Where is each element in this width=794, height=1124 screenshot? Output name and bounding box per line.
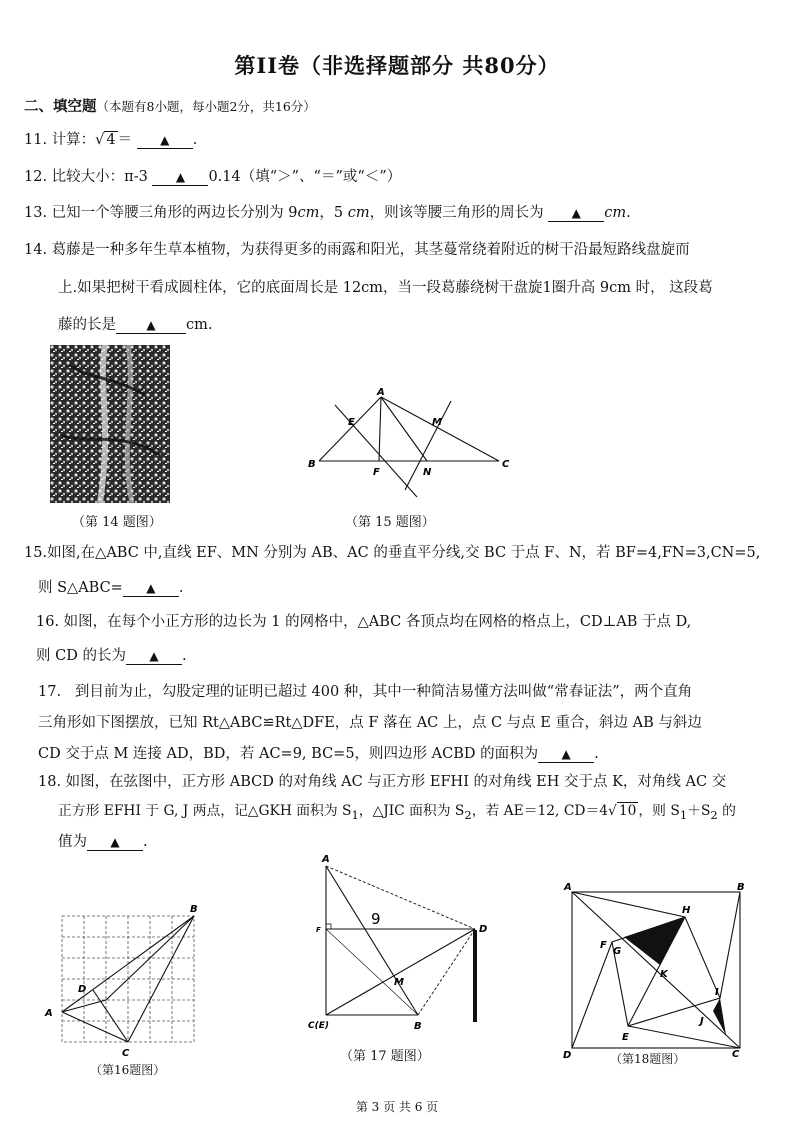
- answer-blank-14: ▲: [116, 317, 186, 334]
- fig15-label-e: E: [348, 417, 355, 428]
- figure-14-caption: （第 14 题图）: [72, 515, 162, 530]
- fig18-label-b: B: [737, 882, 745, 893]
- kudzu-photo: [50, 345, 170, 503]
- figure-17: [308, 852, 498, 1032]
- fig15-label-a: A: [377, 387, 385, 398]
- section-note: （本题有8小题，每小题2分，共16分）: [96, 99, 316, 114]
- question-17-line-3: CD 交于点 M 连接 AD，BD，若 AC=9, BC=5，则四边形 ACBD 的面积为 ▲ .: [38, 746, 599, 762]
- question-17-line-2: 三角形如下图摆放，已知 Rt△ABC≌Rt△DFE，点 F 落在 AC 上，点 C 与点 E 重合，斜边 AB 与斜边: [38, 715, 702, 731]
- answer-blank-13: ▲: [548, 205, 604, 222]
- question-13: 13. 已知一个等腰三角形的两边长分别为 9cm，5 cm，则该等腰三角形的周长为 ▲ cm.: [24, 205, 631, 221]
- fig15-label-b: B: [308, 459, 316, 470]
- answer-blank-17: ▲: [538, 746, 594, 763]
- answer-blank-11: ▲: [137, 132, 193, 149]
- fig15-label-n: N: [423, 467, 432, 478]
- answer-blank-18: ▲: [87, 834, 143, 851]
- question-12: 12. 比较大小：π-3 ▲ 0.14（填“＞”、“＝”或“＜”）: [24, 169, 402, 185]
- fig17-label-b: B: [414, 1021, 422, 1032]
- question-14-line-1: 14. 葛藤是一种多年生草本植物，为获得更多的雨露和阳光，其茎蔓常绕着附近的树干沿最短路线盘旋而: [24, 242, 690, 258]
- fig18-label-d: D: [563, 1050, 572, 1060]
- answer-blank-12: ▲: [152, 169, 208, 186]
- figure-16: [40, 898, 210, 1063]
- question-15-line-1: 15.如图,在△ABC 中,直线 EF、MN 分别为 AB、AC 的垂直平分线,交 BC 于点 F、N，若 BF=4,FN=3,CN=5,: [24, 545, 761, 561]
- part-title: 第II卷（非选择题部分 共80分）: [234, 53, 560, 78]
- page-footer: 第 3 页 共 6 页: [355, 1100, 439, 1114]
- fig17-label-d: D: [479, 924, 488, 935]
- figure-16-caption: （第16题图）: [90, 1063, 166, 1077]
- fig16-label-a: A: [45, 1008, 53, 1019]
- fig17-label-f: F: [316, 926, 321, 934]
- figure-18: [560, 880, 755, 1060]
- fig18-label-h: H: [682, 905, 691, 916]
- figure-18-caption: （第18题图）: [610, 1052, 686, 1066]
- fig18-label-i: I: [715, 987, 719, 998]
- section-label: 二、填空题: [24, 98, 97, 115]
- figure-15: [305, 385, 525, 500]
- question-16-line-2: 则 CD 的长为 ▲ .: [36, 648, 187, 664]
- question-16-line-1: 16. 如图，在每个小正方形的边长为 1 的网格中，△ABC 各顶点均在网格的格点上，CD⊥AB 于点 D,: [36, 614, 692, 630]
- question-18-line-1: 18. 如图，在弦图中，正方形 ABCD 的对角线 AC 与正方形 EFHI 的对角线 EH 交于点 K，对角线 AC 交: [38, 774, 727, 790]
- section-heading: [24, 97, 774, 117]
- question-14-line-3: 藤的长是 ▲ cm.: [58, 317, 213, 333]
- fig18-label-c: C: [732, 1049, 740, 1060]
- question-15-line-2: 则 S△ABC= ▲ .: [38, 580, 184, 596]
- kudzu-photo-image: [50, 345, 170, 503]
- fig18-label-g: G: [613, 946, 622, 957]
- fig15-label-c: C: [502, 459, 510, 470]
- question-18-line-3: 值为 ▲ .: [58, 834, 148, 850]
- fig17-label-m: M: [394, 977, 404, 988]
- answer-blank-16: ▲: [126, 648, 182, 665]
- fig16-label-c: C: [122, 1048, 130, 1059]
- fig17-label-ce: C(E): [308, 1021, 329, 1031]
- fig16-label-b: B: [190, 904, 198, 915]
- question-14-line-2: 上.如果把树干看成圆柱体，它的底面周长是 12cm，当一段葛藤绕树干盘旋1圈升高 9cm 时， 这段葛: [58, 280, 713, 296]
- fig18-label-f: F: [600, 940, 607, 951]
- fig15-label-m: M: [432, 417, 442, 428]
- fig15-label-f: F: [373, 467, 380, 478]
- fig17-handwritten-9: 9: [371, 910, 381, 928]
- fig18-label-a: A: [564, 882, 572, 893]
- question-18-line-2: 正方形 EFHI 于 G, J 两点，记△GKH 面积为 $S_1$，△JIC 面积为 $S_2$，若 AE＝12, CD＝4√ 10 ，则 $S_1+S_2$ 的: [58, 803, 736, 822]
- fig18-label-k: K: [660, 969, 668, 980]
- figure-17-caption: （第 17 题图）: [340, 1049, 430, 1064]
- fig17-label-a: A: [322, 854, 330, 865]
- figure-15-caption: （第 15 题图）: [345, 515, 435, 530]
- question-17-line-1: 17. 到目前为止，勾股定理的证明已超过 400 种，其中一种简洁易懂方法叫做“常春证法”，两个直角: [38, 684, 693, 700]
- fig18-label-j: J: [700, 1016, 704, 1027]
- question-11: 11. 计算：√ 4 ＝ ▲ .: [24, 132, 198, 148]
- fig16-label-d: D: [78, 984, 87, 995]
- answer-blank-15: ▲: [123, 580, 179, 597]
- fig18-label-e: E: [622, 1032, 629, 1043]
